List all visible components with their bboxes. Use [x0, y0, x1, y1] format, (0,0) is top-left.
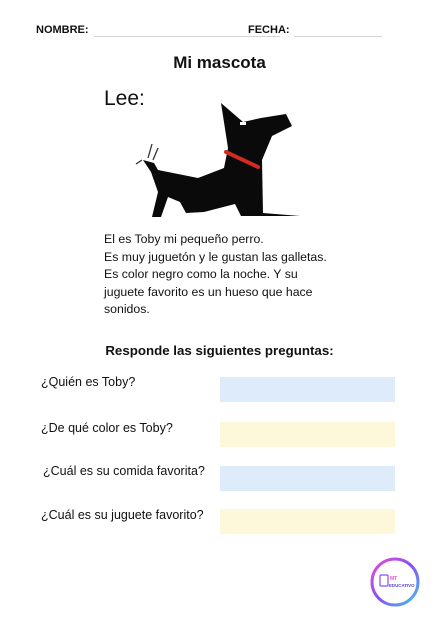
answer-box-1[interactable]: [220, 377, 395, 402]
dog-eye: [240, 122, 246, 125]
answer-box-2[interactable]: [220, 422, 395, 447]
dog-illustration: [128, 100, 303, 225]
publisher-logo: [369, 556, 421, 608]
story-line: El es Toby mi pequeño perro.: [104, 232, 264, 246]
name-label: NOMBRE:: [36, 24, 89, 36]
story-line: juguete favorito es un hueso que hace: [104, 284, 313, 299]
svg-text:MT: MT: [390, 576, 398, 582]
question-3: ¿Cuál es su comida favorita?: [43, 464, 205, 478]
answer-box-3[interactable]: [220, 466, 395, 491]
svg-text:EDUCATIVO: EDUCATIVO: [389, 583, 415, 588]
page-title: Mi mascota: [173, 53, 266, 72]
story-line: sonidos.: [104, 302, 150, 316]
question-2: ¿De qué color es Toby?: [41, 421, 173, 435]
read-instruction: Lee:: [104, 87, 145, 110]
name-field[interactable]: [94, 36, 280, 37]
story-text: [104, 231, 364, 319]
question-1: ¿Quién es Toby?: [41, 375, 136, 389]
tail-motion-lines: [136, 144, 158, 164]
dog-body: [143, 103, 300, 217]
story-line: Es muy juguetón y le gustan las galletas.: [104, 249, 327, 264]
answer-box-4[interactable]: [220, 509, 395, 534]
questions-heading: Responde las siguientes preguntas:: [105, 343, 334, 358]
question-4: ¿Cuál es su juguete favorito?: [41, 508, 204, 522]
date-label: FECHA:: [248, 24, 290, 36]
date-field[interactable]: [294, 36, 382, 37]
story-line: Es color negro como la noche. Y su: [104, 267, 298, 281]
student-header: [36, 24, 403, 42]
